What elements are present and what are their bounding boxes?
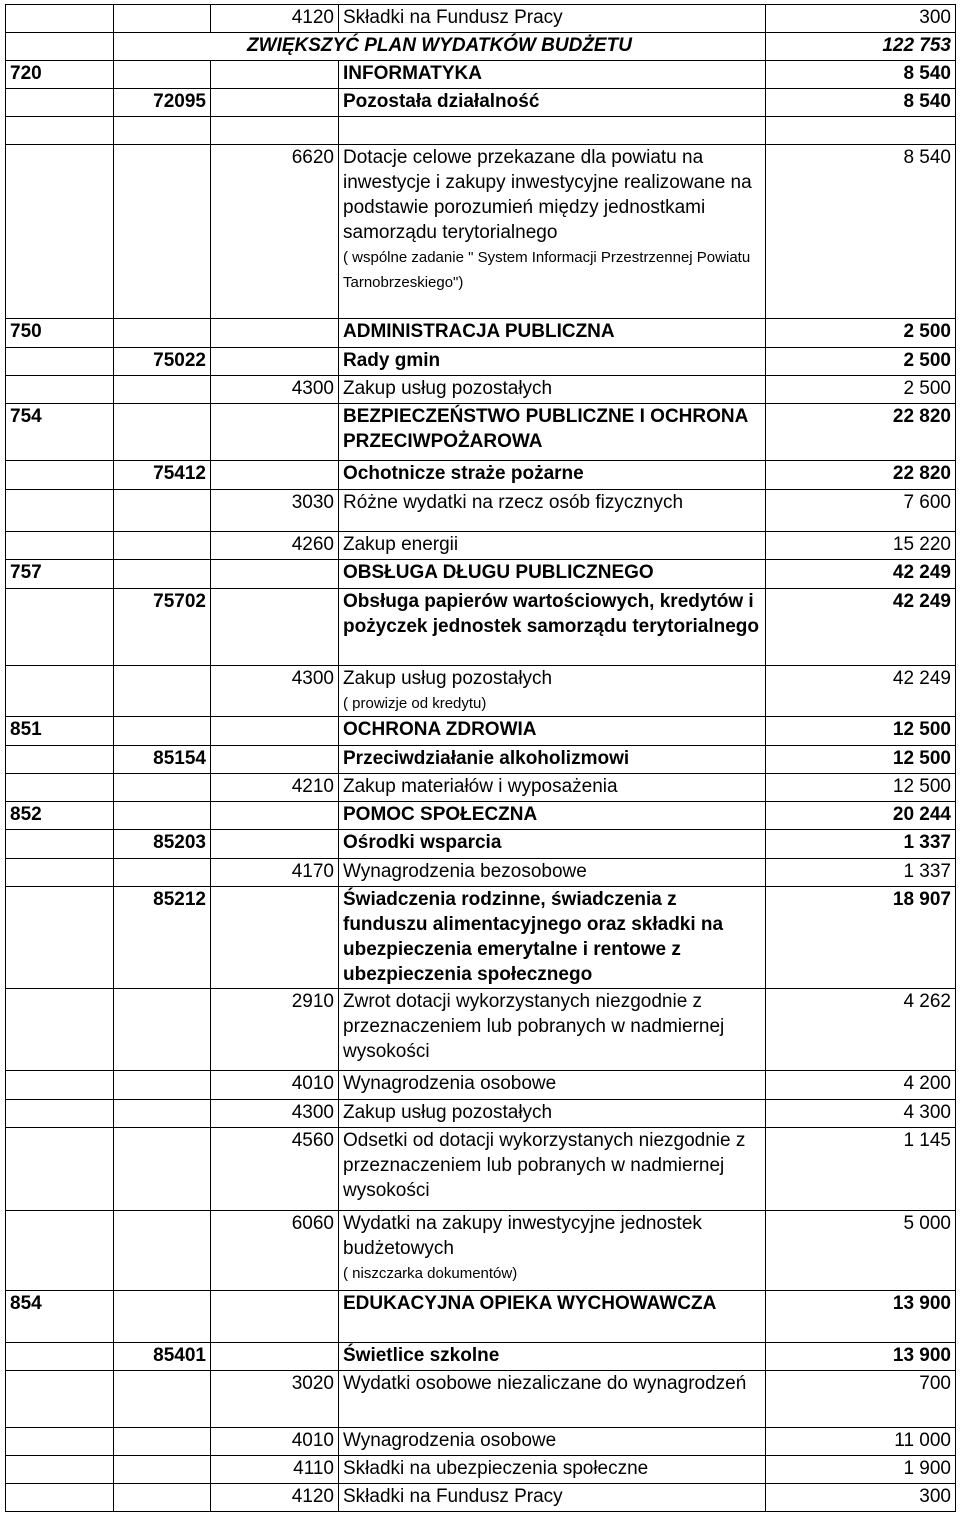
paragraph-code — [211, 746, 339, 774]
description-text: OCHRONA ZDROWIA — [343, 719, 537, 740]
chapter-code — [114, 1428, 211, 1456]
chapter-code — [114, 61, 211, 89]
chapter-code — [114, 490, 211, 532]
amount: 4 200 — [766, 1071, 956, 1100]
division-code — [6, 89, 114, 117]
description — [339, 830, 766, 859]
division-code — [6, 1484, 114, 1512]
chapter-code — [114, 404, 211, 461]
division-code — [6, 1343, 114, 1371]
description — [339, 560, 766, 589]
division-code: 754 — [6, 404, 114, 461]
amount: 8 540 — [766, 61, 956, 89]
description — [339, 145, 766, 319]
amount: 1 337 — [766, 859, 956, 887]
chapter-code — [114, 117, 211, 145]
division-code — [6, 532, 114, 560]
chapter-code — [114, 1100, 211, 1128]
paragraph-code: 4120 — [211, 1484, 339, 1512]
description-text: Rady gmin — [343, 350, 441, 371]
division-code — [6, 5, 114, 33]
description — [339, 989, 766, 1071]
amount: 18 907 — [766, 887, 956, 989]
table-row — [6, 117, 956, 145]
amount: 12 500 — [766, 717, 956, 746]
division-code — [6, 1428, 114, 1456]
description-text: Wydatki na zakupy inwestycyjne jednostek budżetowych — [343, 1213, 702, 1259]
amount: 4 300 — [766, 1100, 956, 1128]
chapter-code — [114, 5, 211, 33]
chapter-code: 85154 — [114, 746, 211, 774]
amount — [766, 117, 956, 145]
amount: 42 249 — [766, 589, 956, 666]
budget-table-body — [6, 5, 956, 1512]
division-code — [6, 859, 114, 887]
table-row — [6, 89, 956, 117]
plan-title: ZWIĘKSZYĆ PLAN WYDATKÓW BUDŻETU — [114, 33, 766, 61]
table-row — [6, 376, 956, 404]
division-code — [6, 145, 114, 319]
chapter-code — [114, 1211, 211, 1291]
division-code — [6, 666, 114, 717]
paragraph-code: 3030 — [211, 490, 339, 532]
paragraph-code — [211, 117, 339, 145]
paragraph-code — [211, 717, 339, 746]
table-row — [6, 989, 956, 1071]
table-row — [6, 532, 956, 560]
description-note: ( niszczarka dokumentów) — [343, 1265, 518, 1282]
description-text: Zakup usług pozostałych — [343, 1102, 553, 1123]
description — [339, 348, 766, 376]
amount: 22 820 — [766, 461, 956, 490]
description-text: Zakup usług pozostałych — [343, 668, 553, 689]
amount: 15 220 — [766, 532, 956, 560]
amount: 42 249 — [766, 560, 956, 589]
chapter-code — [114, 666, 211, 717]
paragraph-code: 4560 — [211, 1128, 339, 1211]
description — [339, 1428, 766, 1456]
description-text: Pozostała działalność — [343, 91, 540, 112]
amount: 300 — [766, 1484, 956, 1512]
description — [339, 859, 766, 887]
division-code — [6, 461, 114, 490]
paragraph-code — [211, 61, 339, 89]
amount: 12 500 — [766, 746, 956, 774]
chapter-code: 75022 — [114, 348, 211, 376]
division-code: 851 — [6, 717, 114, 746]
description — [339, 1211, 766, 1291]
description-note: ( wspólne zadanie " System Informacji Przestrzennej Powiatu Tarnobrzeskiego") — [343, 249, 751, 291]
chapter-code — [114, 1456, 211, 1484]
description-note: ( prowizje od kredytu) — [343, 695, 487, 712]
table-row — [6, 830, 956, 859]
plan-header-row — [6, 33, 956, 61]
table-row — [6, 348, 956, 376]
description-text: Przeciwdziałanie alkoholizmowi — [343, 748, 630, 769]
description — [339, 1128, 766, 1211]
amount: 2 500 — [766, 376, 956, 404]
table-row — [6, 461, 956, 490]
table-row — [6, 774, 956, 802]
description-text: OBSŁUGA DŁUGU PUBLICZNEGO — [343, 562, 654, 583]
chapter-code: 85203 — [114, 830, 211, 859]
table-row — [6, 859, 956, 887]
amount: 2 500 — [766, 319, 956, 348]
paragraph-code: 4010 — [211, 1071, 339, 1100]
table-row — [6, 61, 956, 89]
division-code — [6, 490, 114, 532]
description-text: Dotacje celowe przekazane dla powiatu na inwestycje i zakupy inwestycyjne realizowane na podstawie porozumień między jednostkami samorządu terytorialnego — [343, 147, 752, 243]
description-text: Różne wydatki na rzecz osób fizycznych — [343, 492, 684, 513]
table-row — [6, 319, 956, 348]
amount: 20 244 — [766, 802, 956, 830]
description-text: Świetlice szkolne — [343, 1345, 500, 1366]
description — [339, 532, 766, 560]
table-row — [6, 1211, 956, 1291]
paragraph-code — [211, 1291, 339, 1343]
amount: 12 500 — [766, 774, 956, 802]
division-code — [6, 1128, 114, 1211]
description — [339, 490, 766, 532]
amount: 11 000 — [766, 1428, 956, 1456]
division-code — [6, 989, 114, 1071]
paragraph-code: 4300 — [211, 376, 339, 404]
description — [339, 1456, 766, 1484]
paragraph-code — [211, 887, 339, 989]
division-code — [6, 1071, 114, 1100]
description — [339, 1291, 766, 1343]
paragraph-code — [211, 461, 339, 490]
table-row — [6, 1343, 956, 1371]
paragraph-code: 4300 — [211, 1100, 339, 1128]
division-code — [6, 1100, 114, 1128]
paragraph-code: 6620 — [211, 145, 339, 319]
description-text: Ochotnicze straże pożarne — [343, 463, 584, 484]
description — [339, 376, 766, 404]
division-code — [6, 774, 114, 802]
paragraph-code — [211, 802, 339, 830]
chapter-code — [114, 1371, 211, 1428]
chapter-code: 75412 — [114, 461, 211, 490]
chapter-code: 72095 — [114, 89, 211, 117]
paragraph-code — [211, 89, 339, 117]
description-text: Wynagrodzenia bezosobowe — [343, 861, 587, 882]
table-row — [6, 1100, 956, 1128]
amount: 5 000 — [766, 1211, 956, 1291]
amount: 22 820 — [766, 404, 956, 461]
division-code: 852 — [6, 802, 114, 830]
chapter-code — [114, 802, 211, 830]
chapter-code — [114, 717, 211, 746]
table-row — [6, 1428, 956, 1456]
paragraph-code: 4210 — [211, 774, 339, 802]
description-text: Ośrodki wsparcia — [343, 832, 502, 853]
amount: 1 337 — [766, 830, 956, 859]
table-row — [6, 1128, 956, 1211]
description-text: Zwrot dotacji wykorzystanych niezgodnie z przeznaczeniem lub pobranych w nadmiernej wysokości — [343, 991, 725, 1062]
chapter-code — [114, 989, 211, 1071]
description — [339, 5, 766, 33]
amount: 4 262 — [766, 989, 956, 1071]
amount: 8 540 — [766, 89, 956, 117]
description-text: Zakup materiałów i wyposażenia — [343, 776, 618, 797]
paragraph-code — [211, 1343, 339, 1371]
description — [339, 89, 766, 117]
chapter-code: 85401 — [114, 1343, 211, 1371]
division-code — [6, 746, 114, 774]
description-text: Odsetki od dotacji wykorzystanych niezgodnie z przeznaczeniem lub pobranych w nadmiernej wysokości — [343, 1130, 746, 1201]
amount: 1 900 — [766, 1456, 956, 1484]
chapter-code — [114, 532, 211, 560]
description — [339, 666, 766, 717]
division-code — [6, 589, 114, 666]
description — [339, 1371, 766, 1428]
table-row — [6, 746, 956, 774]
paragraph-code: 4170 — [211, 859, 339, 887]
description-text: Składki na Fundusz Pracy — [343, 7, 563, 28]
amount: 2 500 — [766, 348, 956, 376]
division-code: 720 — [6, 61, 114, 89]
table-row — [6, 1371, 956, 1428]
description-text: Składki na ubezpieczenia społeczne — [343, 1458, 649, 1479]
division-code — [6, 1371, 114, 1428]
description — [339, 117, 766, 145]
amount: 7 600 — [766, 490, 956, 532]
table-row — [6, 404, 956, 461]
description-text: Wynagrodzenia osobowe — [343, 1073, 557, 1094]
paragraph-code: 4120 — [211, 5, 339, 33]
chapter-code — [114, 376, 211, 404]
description — [339, 319, 766, 348]
description-text: Wydatki osobowe niezaliczane do wynagrodzeń — [343, 1373, 747, 1394]
description — [339, 1484, 766, 1512]
division-code — [6, 376, 114, 404]
description — [339, 746, 766, 774]
cell-empty — [6, 33, 114, 61]
table-row — [6, 887, 956, 989]
description-text: Wynagrodzenia osobowe — [343, 1430, 557, 1451]
description-text: INFORMATYKA — [343, 63, 482, 84]
chapter-code — [114, 560, 211, 589]
description — [339, 61, 766, 89]
amount: 300 — [766, 5, 956, 33]
table-row — [6, 589, 956, 666]
description — [339, 404, 766, 461]
amount: 1 145 — [766, 1128, 956, 1211]
chapter-code — [114, 1128, 211, 1211]
amount: 8 540 — [766, 145, 956, 319]
paragraph-code: 6060 — [211, 1211, 339, 1291]
description — [339, 461, 766, 490]
description-text: Zakup energii — [343, 534, 459, 555]
table-row — [6, 1291, 956, 1343]
description — [339, 802, 766, 830]
chapter-code — [114, 1071, 211, 1100]
table-row — [6, 1456, 956, 1484]
division-code — [6, 830, 114, 859]
table-row — [6, 802, 956, 830]
description — [339, 887, 766, 989]
description — [339, 774, 766, 802]
amount: 13 900 — [766, 1343, 956, 1371]
description — [339, 717, 766, 746]
paragraph-code — [211, 319, 339, 348]
plan-amount: 122 753 — [766, 33, 956, 61]
paragraph-code — [211, 404, 339, 461]
chapter-code — [114, 145, 211, 319]
paragraph-code: 4010 — [211, 1428, 339, 1456]
division-code — [6, 117, 114, 145]
chapter-code: 85212 — [114, 887, 211, 989]
paragraph-code — [211, 830, 339, 859]
paragraph-code — [211, 560, 339, 589]
amount: 42 249 — [766, 666, 956, 717]
description — [339, 1343, 766, 1371]
table-row — [6, 5, 956, 33]
table-row — [6, 490, 956, 532]
chapter-code — [114, 1291, 211, 1343]
paragraph-code: 4300 — [211, 666, 339, 717]
paragraph-code: 3020 — [211, 1371, 339, 1428]
description-text: EDUKACYJNA OPIEKA WYCHOWAWCZA — [343, 1293, 717, 1314]
table-row — [6, 666, 956, 717]
division-code — [6, 887, 114, 989]
amount: 13 900 — [766, 1291, 956, 1343]
paragraph-code — [211, 589, 339, 666]
paragraph-code: 4110 — [211, 1456, 339, 1484]
table-row — [6, 145, 956, 319]
description-text: Składki na Fundusz Pracy — [343, 1486, 563, 1507]
division-code: 854 — [6, 1291, 114, 1343]
amount: 700 — [766, 1371, 956, 1428]
description — [339, 1071, 766, 1100]
chapter-code — [114, 859, 211, 887]
description — [339, 589, 766, 666]
table-row — [6, 1071, 956, 1100]
chapter-code — [114, 774, 211, 802]
table-row — [6, 560, 956, 589]
division-code — [6, 1456, 114, 1484]
description-text: Zakup usług pozostałych — [343, 378, 553, 399]
chapter-code: 75702 — [114, 589, 211, 666]
chapter-code — [114, 1484, 211, 1512]
division-code — [6, 1211, 114, 1291]
description — [339, 1100, 766, 1128]
paragraph-code — [211, 348, 339, 376]
table-row — [6, 717, 956, 746]
paragraph-code: 2910 — [211, 989, 339, 1071]
description-text: POMOC SPOŁECZNA — [343, 804, 538, 825]
division-code — [6, 348, 114, 376]
division-code: 750 — [6, 319, 114, 348]
description-text: ADMINISTRACJA PUBLICZNA — [343, 321, 615, 342]
table-row — [6, 1484, 956, 1512]
division-code: 757 — [6, 560, 114, 589]
description-text: BEZPIECZEŃSTWO PUBLICZNE I OCHRONA PRZECIWPOŻAROWA — [343, 406, 748, 452]
description-text: Obsługa papierów wartościowych, kredytów i pożyczek jednostek samorządu terytorialnego — [343, 591, 760, 637]
chapter-code — [114, 319, 211, 348]
paragraph-code: 4260 — [211, 532, 339, 560]
budget-expenditure-table — [5, 4, 956, 1512]
description-text: Świadczenia rodzinne, świadczenia z funduszu alimentacyjnego oraz składki na ubezpieczenia emerytalne i rentowe z ubezpieczenia społecznego — [343, 889, 724, 985]
